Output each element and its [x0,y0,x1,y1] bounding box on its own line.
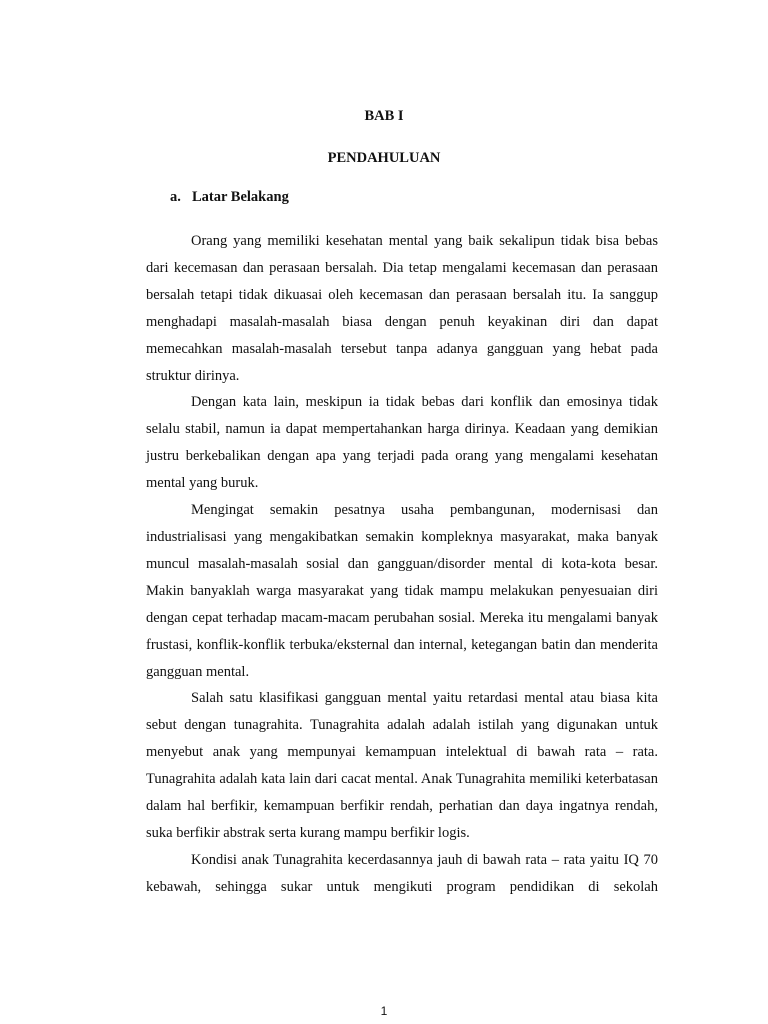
paragraph: Mengingat semakin pesatnya usaha pembangunan, modernisasi dan industrialisasi yang mengakibatkan semakin kompleknya masyarakat, maka banyak muncul masalah-masalah sosial dan gangguan/disorder mental di kota-kota besar. Makin banyaklah warga masyarakat yang tidak mampu melakukan penyesuaian diri dengan cepat terhadap macam-macam perubahan sosial. Mereka itu mengalami banyak frustasi, konflik-konflik terbuka/eksternal dan internal, ketegangan batin dan menderita gangguan mental. [146,502,658,680]
paragraph: Dengan kata lain, meskipun ia tidak bebas dari konflik dan emosinya tidak selalu stabil, namun ia dapat mempertahankan harga dirinya. Keadaan yang demikian justru berkebalikan dengan apa yang terjadi pada orang yang mengalami kesehatan mental yang buruk. [146,394,658,492]
chapter-title: PENDAHULUAN [327,150,441,166]
chapter-number: BAB I [364,108,404,124]
paragraph: Salah satu klasifikasi gangguan mental yaitu retardasi mental atau biasa kita sebut dengan tunagrahita. Tunagrahita adalah adalah istilah yang digunakan untuk menyebut anak yang mempunyai kemampuan intelektual di bawah rata – rata. Tunagrahita adalah kata lain dari cacat mental. Anak Tunagrahita memiliki keterbatasan dalam hal berfikir, kemampuan berfikir rendah, perhatian dan daya ingatnya rendah, suka berfikir abstrak serta kurang mampu berfikir logis. [146,690,658,841]
section-title: Latar Belakang [192,189,289,205]
paragraph: Orang yang memiliki kesehatan mental yang baik sekalipun tidak bisa bebas dari kecemasan dan perasaan bersalah. Dia tetap mengalami kecemasan dan perasaan bersalah tetapi tidak dikuasai oleh kecemasan dan perasaan bersalah itu. Ia sanggup menghadapi masalah-masalah biasa dengan penuh keyakinan diri dan dapat memecahkan masalah-masalah tersebut tanpa adanya gangguan yang hebat pada struktur dirinya. [146,233,658,384]
section-marker: a. [170,189,181,205]
body-text [146,228,658,901]
section-heading [170,189,289,206]
paragraph-last: Kondisi anak Tunagrahita kecerdasannya jauh di bawah rata – rata yaitu IQ 70 kebawah, sehingga sukar untuk mengikuti program pendidikan di sekolah [146,851,658,895]
page-number: 1 [380,1004,388,1018]
